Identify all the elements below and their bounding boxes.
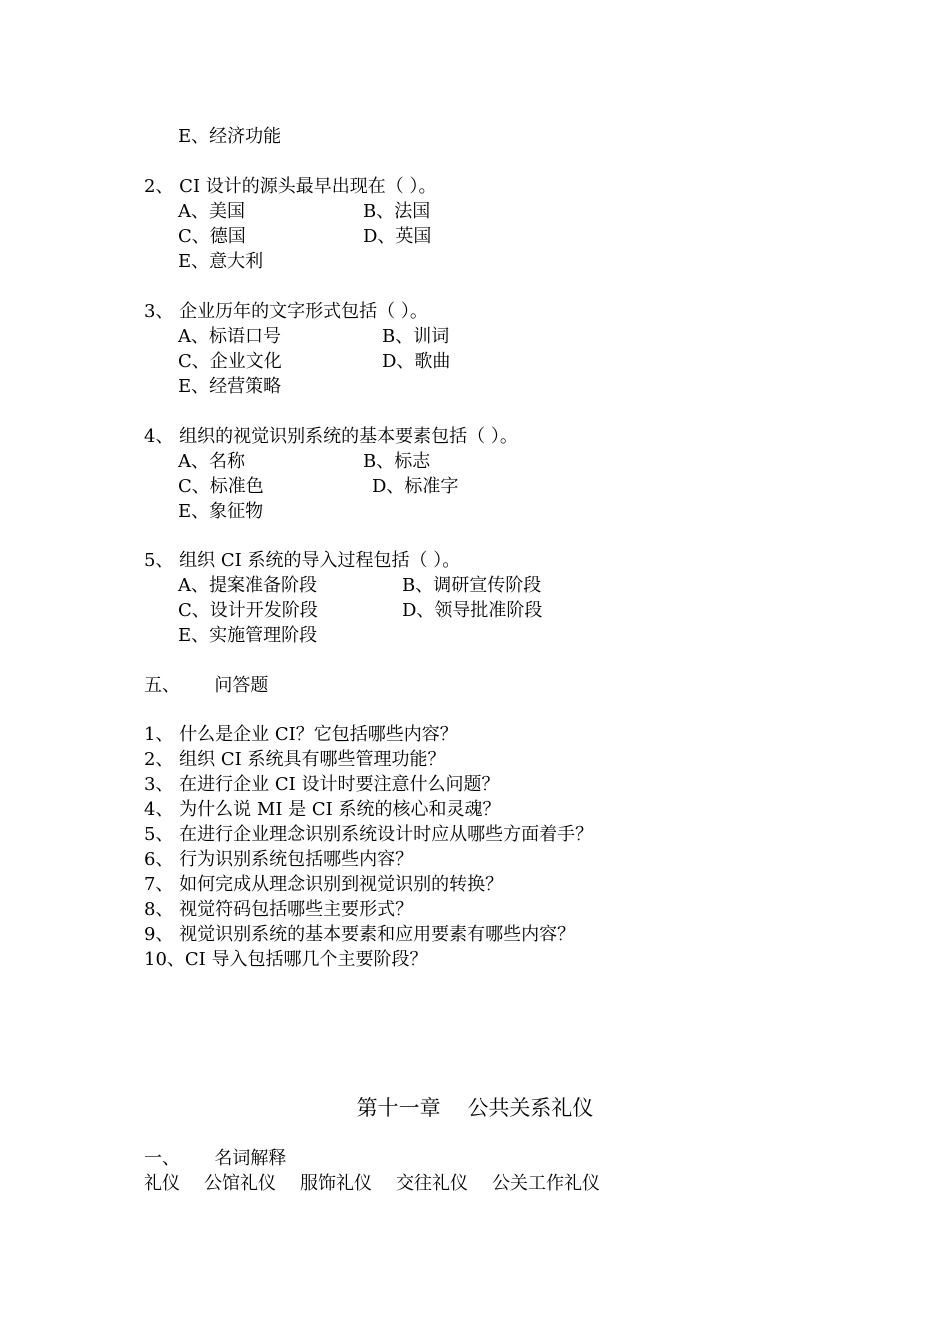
option-e-q2: E、意大利 (178, 251, 264, 272)
term-item: 公关工作礼仪 (492, 1173, 600, 1194)
question-2-stem: 2、 CI 设计的源头最早出现在（ ）。 (144, 176, 437, 197)
option-c-q2: C、德国 (178, 226, 246, 247)
option-a-q4: A、名称 (178, 451, 245, 472)
option-c-q4: C、标准色 (178, 476, 264, 497)
option-b-q4: B、标志 (363, 451, 431, 472)
question-4-stem: 4、 组织的视觉识别系统的基本要素包括（ ）。 (144, 426, 518, 447)
section-5-heading: 五、 问答题 (144, 675, 269, 696)
option-c-q3: C、企业文化 (178, 351, 282, 372)
option-d-q3: D、歌曲 (382, 351, 451, 372)
option-e-q1: E、经济功能 (178, 126, 282, 147)
terms-list (144, 1171, 624, 1196)
question-3-stem: 3、 企业历年的文字形式包括（ ）。 (144, 301, 428, 322)
option-c-q5: C、设计开发阶段 (178, 600, 318, 621)
option-e-q4: E、象征物 (178, 501, 264, 522)
option-a-q3: A、标语口号 (178, 326, 281, 347)
essay-question-4: 4、 为什么说 MI 是 CI 系统的核心和灵魂？ (144, 799, 501, 820)
essay-question-8: 8、 视觉符码包括哪些主要形式？ (144, 899, 414, 920)
essay-question-2: 2、 组织 CI 系统具有哪些管理功能？ (144, 749, 446, 770)
essay-question-5: 5、 在进行企业理念识别系统设计时应从哪些方面着手？ (144, 824, 594, 845)
term-item: 公馆礼仪 (204, 1173, 276, 1194)
essay-question-3: 3、 在进行企业 CI 设计时要注意什么问题？ (144, 774, 500, 795)
option-b-q5: B、调研宣传阶段 (402, 575, 542, 596)
option-d-q5: D、领导批准阶段 (402, 600, 543, 621)
option-a-q2: A、美国 (178, 201, 245, 222)
option-e-q3: E、经营策略 (178, 376, 282, 397)
essay-question-10: 10、CI 导入包括哪几个主要阶段？ (144, 949, 428, 970)
option-d-q2: D、英国 (363, 226, 432, 247)
option-b-q3: B、训词 (382, 326, 450, 347)
option-d-q4: D、标准字 (372, 476, 459, 497)
essay-question-1: 1、 什么是企业 CI？它包括哪些内容？ (144, 724, 458, 745)
question-5-stem: 5、 组织 CI 系统的导入过程包括（ ）。 (144, 550, 461, 571)
essay-question-6: 6、 行为识别系统包括哪些内容？ (144, 849, 414, 870)
chapter-title: 第十一章 公共关系礼仪 (356, 1096, 594, 1120)
term-item: 礼仪 (144, 1173, 180, 1194)
section-1-heading: 一、 名词解释 (144, 1148, 287, 1169)
term-item: 服饰礼仪 (300, 1173, 372, 1194)
term-item: 交往礼仪 (396, 1173, 468, 1194)
option-e-q5: E、实施管理阶段 (178, 625, 318, 646)
option-a-q5: A、提案准备阶段 (178, 575, 317, 596)
essay-question-9: 9、 视觉识别系统的基本要素和应用要素有哪些内容？ (144, 924, 576, 945)
essay-question-7: 7、 如何完成从理念识别到视觉识别的转换？ (144, 874, 504, 895)
option-b-q2: B、法国 (363, 201, 431, 222)
